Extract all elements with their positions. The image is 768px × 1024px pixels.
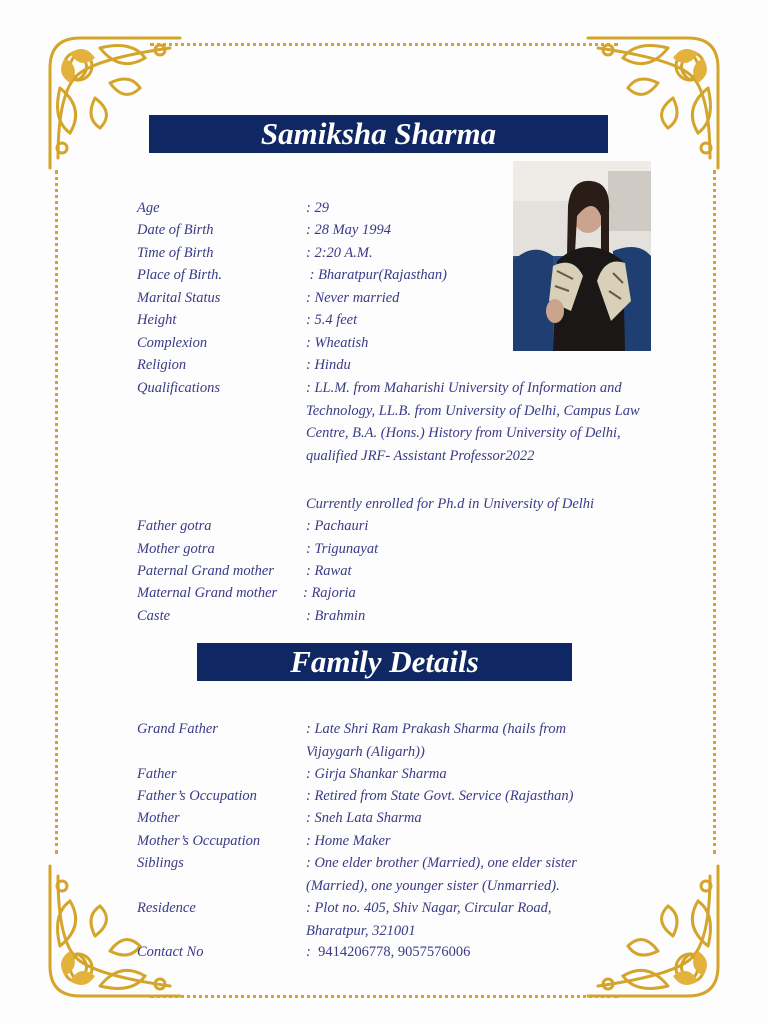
detail-value: : Never married <box>306 290 400 306</box>
frame-border-top <box>150 43 618 46</box>
frame-border-bottom <box>150 995 618 998</box>
detail-label: Age <box>137 200 160 216</box>
name-banner: Samiksha Sharma <box>149 115 608 153</box>
detail-value: : 29 <box>306 200 329 216</box>
detail-value: : Girja Shankar Sharma <box>306 766 447 782</box>
detail-value: : 5.4 feet <box>306 312 358 328</box>
family-details-banner: Family Details <box>197 643 572 681</box>
detail-value: : Brahmin <box>306 608 366 624</box>
detail-label: Siblings <box>137 855 184 871</box>
detail-value: : Bharatpur(Rajasthan) <box>306 267 447 283</box>
detail-value: : Sneh Lata Sharma <box>306 810 422 826</box>
detail-value: : LL.M. from Maharishi University of Information and Technology, LL.B. from University of Delhi, Campus Law Centre, B.A. (Hons.) History from University of Delhi, qualified JRF- Assistant Professor2022 <box>306 380 640 464</box>
detail-label: Time of Birth <box>137 245 214 261</box>
contact-numbers: 9414206778, 9057576006 <box>318 944 471 960</box>
detail-value: : Home Maker <box>306 833 391 849</box>
detail-label: Marital Status <box>137 290 221 306</box>
detail-label: Complexion <box>137 335 208 351</box>
profile-photo <box>513 161 651 351</box>
detail-value: : Late Shri Ram Prakash Sharma (hails from Vijaygarh (Aligarh)) <box>306 721 567 760</box>
detail-label: Date of Birth <box>137 222 214 238</box>
detail-label: Paternal Grand mother <box>137 563 274 579</box>
detail-label: Mother <box>137 810 180 826</box>
detail-value: : Pachauri <box>306 518 369 534</box>
detail-value: : 2:20 A.M. <box>306 245 373 261</box>
ornament-corner-top-right-icon <box>578 28 728 178</box>
detail-label: Place of Birth. <box>137 267 222 283</box>
detail-value: : Plot no. 405, Shiv Nagar, Circular Road, Bharatpur, 321001 <box>306 900 552 939</box>
detail-label: Maternal Grand mother <box>137 585 278 601</box>
detail-label: Grand Father <box>137 721 218 737</box>
detail-label: Caste <box>137 608 171 624</box>
detail-value: : Wheatish <box>306 335 369 351</box>
detail-value: : One elder brother (Married), one elder sister (Married), one younger sister (Unmarried). <box>306 855 577 894</box>
detail-value: : Retired from State Govt. Service (Rajasthan) <box>306 788 574 804</box>
detail-value: : Rawat <box>306 563 352 579</box>
contact-colon: : <box>306 944 319 960</box>
detail-label: Height <box>137 312 177 328</box>
detail-value: : 28 May 1994 <box>306 222 391 238</box>
detail-label: Residence <box>137 900 196 916</box>
detail-label: Father’s Occupation <box>137 788 257 804</box>
detail-value: : Rajoria <box>303 585 356 601</box>
detail-label: Contact No <box>137 944 204 960</box>
detail-label: Mother’s Occupation <box>137 833 261 849</box>
ornament-corner-top-left-icon <box>40 28 190 178</box>
detail-label: Mother gotra <box>137 541 215 557</box>
detail-label: Father gotra <box>137 518 212 534</box>
frame-border-left <box>55 170 58 854</box>
frame-border-right <box>713 170 716 854</box>
detail-label: Qualifications <box>137 380 220 396</box>
detail-value <box>306 944 470 961</box>
detail-label: Religion <box>137 357 187 373</box>
detail-value: Currently enrolled for Ph.d in University of Delhi <box>306 496 595 512</box>
detail-label: Father <box>137 766 177 782</box>
detail-value: : Trigunayat <box>306 541 379 557</box>
detail-value: : Hindu <box>306 357 351 373</box>
ornament-corner-bottom-left-icon <box>40 856 190 1006</box>
